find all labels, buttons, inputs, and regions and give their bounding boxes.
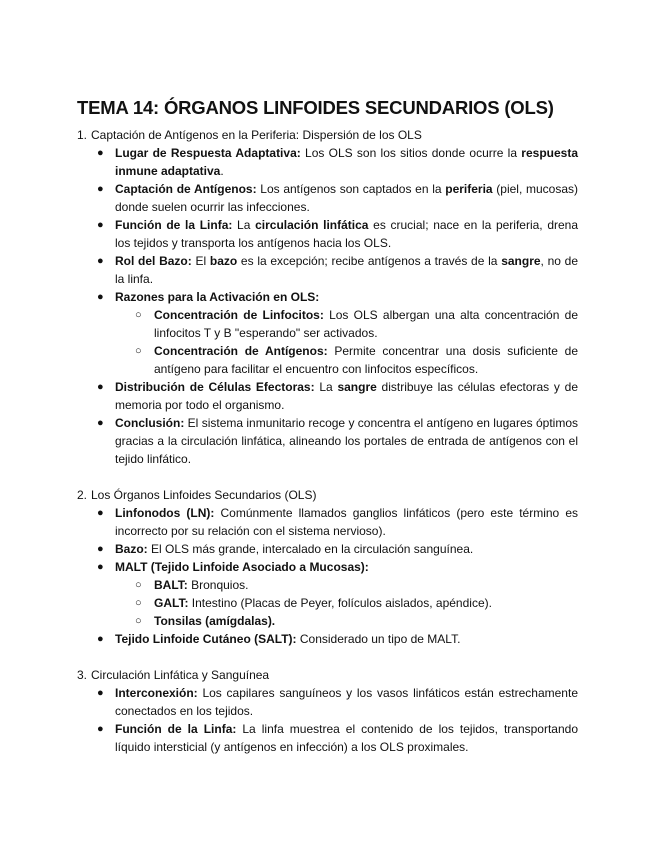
bold-text: Captación de Antígenos: (115, 182, 257, 196)
body-text: . (220, 164, 224, 178)
list-item (77, 414, 578, 468)
bullet-icon: ● (97, 561, 104, 573)
bold-text: GALT: (154, 596, 189, 610)
bullet-list (77, 144, 578, 468)
bold-text: bazo (209, 254, 238, 268)
bold-text: periferia (445, 182, 493, 196)
body-text: es la excepción; recibe antígenos a través de la (237, 254, 502, 268)
bold-text: Razones para la Activación en OLS: (115, 290, 320, 304)
section-number: 3. (77, 668, 88, 682)
body-text: , no de la linfa. (115, 254, 579, 286)
body-text: Los antígenos son captados en la (256, 182, 446, 196)
section-1 (77, 126, 578, 468)
bullet-icon: ● (97, 543, 104, 555)
bold-text: sangre (337, 380, 377, 394)
body-text: Comúnmente llamados ganglios linfáticos (pero este término es incorrecto por su relación con el sistema nervioso). (115, 506, 578, 538)
bold-text: respuesta inmune adaptativa (115, 146, 578, 178)
bullet-icon: ● (97, 291, 104, 303)
list-item (77, 216, 578, 252)
list-item (77, 288, 578, 306)
bullet-icon: ● (97, 219, 104, 231)
body-text: La (232, 218, 256, 232)
body-text: El OLS más grande, intercalado en la circulación sanguínea. (147, 542, 474, 556)
bold-text: Distribución de Células Efectoras: (115, 380, 315, 394)
bullet-icon: ● (97, 417, 104, 429)
bold-text: Función de la Linfa: (115, 722, 237, 736)
bold-text: sangre (501, 254, 541, 268)
list-item (77, 630, 578, 648)
bold-text: Tejido Linfoide Cutáneo (SALT): (115, 632, 297, 646)
section-spacer (77, 468, 578, 486)
bullet-icon: ● (97, 381, 104, 393)
list-item (77, 540, 578, 558)
sub-list-item (77, 612, 578, 630)
hollow-bullet-icon: ○ (135, 345, 142, 357)
bold-text: circulación linfática (255, 218, 369, 232)
body-text: El (191, 254, 210, 268)
bold-text: Rol del Bazo: (115, 254, 192, 268)
section-title: Los Órganos Linfoides Secundarios (OLS) (91, 488, 317, 502)
sub-list-item (77, 306, 578, 342)
section-number: 2. (77, 488, 88, 502)
list-item (77, 720, 578, 756)
body-text: La (314, 380, 338, 394)
list-item (77, 504, 578, 540)
hollow-bullet-icon: ○ (135, 309, 142, 321)
list-item (77, 378, 578, 414)
hollow-bullet-icon: ○ (135, 579, 142, 591)
bold-text: Bazo: (115, 542, 148, 556)
section-heading (77, 486, 578, 504)
bold-text: Lugar de Respuesta Adaptativa: (115, 146, 301, 160)
body-text: Los capilares sanguíneos y los vasos linfáticos están estrechamente conectados en los tejidos. (115, 686, 578, 718)
bold-text: Interconexión: (115, 686, 198, 700)
section-number: 1. (77, 128, 88, 142)
hollow-bullet-icon: ○ (135, 597, 142, 609)
sub-list-item (77, 342, 578, 378)
list-item (77, 684, 578, 720)
bullet-list (77, 504, 578, 648)
list-item (77, 558, 578, 576)
bold-text: Función de la Linfa: (115, 218, 233, 232)
body-text: Intestino (Placas de Peyer, folículos aislados, apéndice). (188, 596, 492, 610)
bold-text: Linfonodos (LN): (115, 506, 215, 520)
sub-list-item (77, 594, 578, 612)
bold-text: MALT (Tejido Linfoide Asociado a Mucosas): (115, 560, 369, 574)
bullet-icon: ● (97, 687, 104, 699)
section-3 (77, 666, 578, 756)
sub-list-item (77, 576, 578, 594)
bullet-icon: ● (97, 147, 104, 159)
section-title: Circulación Linfática y Sanguínea (91, 668, 270, 682)
body-text: Los OLS son los sitios donde ocurre la (300, 146, 522, 160)
hollow-bullet-icon: ○ (135, 615, 142, 627)
list-item (77, 180, 578, 216)
section-heading (77, 666, 578, 684)
bold-text: BALT: (154, 578, 188, 592)
bullet-icon: ● (97, 723, 104, 735)
body-text: es crucial; nace en la periferia, drena los tejidos y transporta los antígenos hacia los OLS. (115, 218, 579, 250)
bullet-icon: ● (97, 255, 104, 267)
bullet-icon: ● (97, 507, 104, 519)
body-text: Los OLS albergan una alta concentración de linfocitos T y B "esperando" ser activados. (154, 308, 578, 340)
body-text: Bronquios. (187, 578, 249, 592)
document-title: TEMA 14: ÓRGANOS LINFOIDES SECUNDARIOS (OLS) (77, 97, 554, 118)
bold-text: Concentración de Linfocitos: (154, 308, 324, 322)
list-item (77, 144, 578, 180)
section-title: Captación de Antígenos en la Periferia: Dispersión de los OLS (91, 128, 422, 142)
body-text: La linfa muestrea el contenido de los tejidos, transportando líquido intersticial (y antígenos en infección) a los OLS proximales. (115, 722, 578, 754)
bullet-icon: ● (97, 183, 104, 195)
bullet-list (77, 684, 578, 756)
list-item (77, 252, 578, 288)
sections-container (77, 126, 578, 756)
section-spacer (77, 648, 578, 666)
bold-text: Tonsilas (amígdalas). (154, 614, 276, 628)
body-text: (piel, mucosas) donde suelen ocurrir las infecciones. (115, 182, 578, 214)
section-heading (77, 126, 578, 144)
section-2 (77, 486, 578, 648)
bullet-icon: ● (97, 633, 104, 645)
bold-text: Conclusión: (115, 416, 185, 430)
body-text: distribuye las células efectoras y de memoria por todo el organismo. (115, 380, 578, 412)
body-text: El sistema inmunitario recoge y concentra el antígeno en lugares óptimos gracias a la circulación linfática, alineando los portales de entrada de antígenos con el tejido linfático. (115, 416, 578, 466)
bold-text: Concentración de Antígenos: (154, 344, 328, 358)
body-text: Permite concentrar una dosis suficiente de antígeno para facilitar el encuentro con linfocitos específicos. (154, 344, 578, 376)
body-text: Considerado un tipo de MALT. (296, 632, 461, 646)
